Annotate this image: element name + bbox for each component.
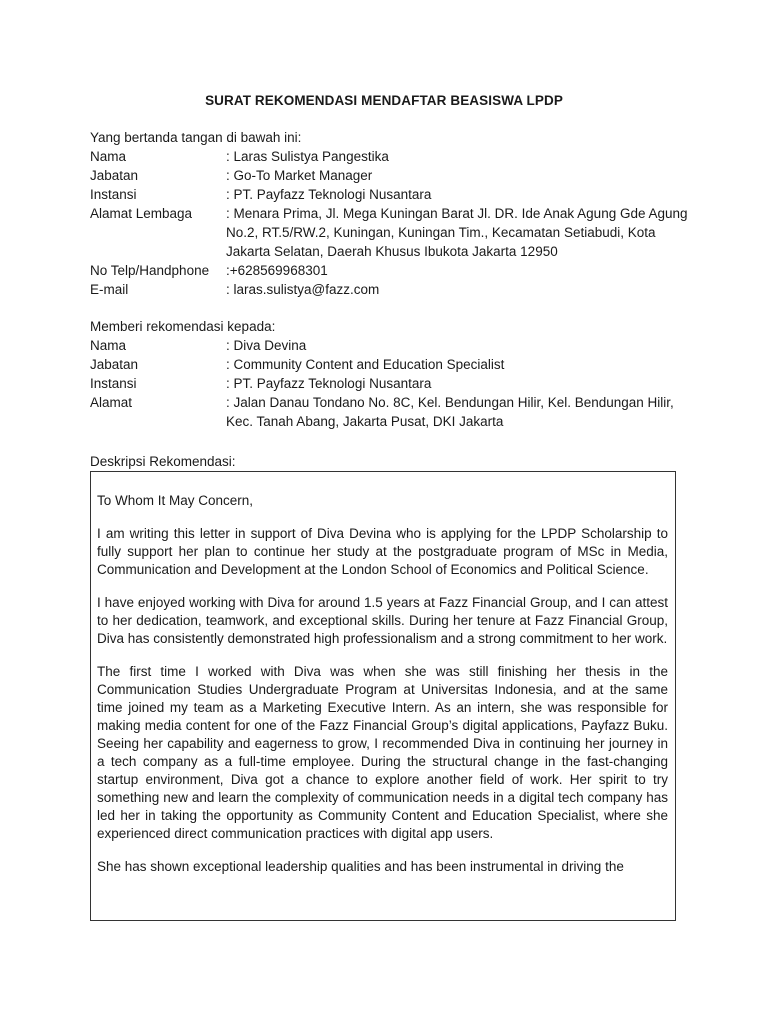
- description-body: [97, 492, 668, 891]
- description-label: Deskripsi Rekomendasi:: [90, 454, 236, 469]
- field-label: Nama: [90, 338, 127, 353]
- field-row: [90, 204, 690, 261]
- field-row: [90, 280, 690, 299]
- description-box: [90, 471, 676, 921]
- field-row: [90, 185, 690, 204]
- letter-paragraph: I have enjoyed working with Diva for around 1.5 years at Fazz Financial Group, and I can attest to her dedication, teamwork, and exceptional skills. During her tenure at Fazz Financial Group, Diva has consistently demonstrated high professionalism and a strong commitment to her work.: [97, 595, 668, 646]
- letter-paragraph: She has shown exceptional leadership qualities and has been instrumental in driving the: [97, 859, 624, 874]
- letter-paragraph: The first time I worked with Diva was when she was still finishing her thesis in the Communication Studies Undergraduate Program at Universitas Indonesia, and at the same time joined my team as a Marketing Executive Intern. As an intern, she was responsible for making media content for one of the Fazz Financial Group’s digital applications, Payfazz Buku. Seeing her capability and eagerness to grow, I recommended Diva in continuing her journey in a tech company as a full-time employee. During the structural change in the fast-changing startup environment, Diva got a chance to explore another field of work. Her spirit to try something new and learn the complexity of communication needs in a digital tech company has led her in taking the opportunity as Community Content and Education Specialist, where she experienced direct communication practices with digital app users.: [97, 664, 668, 841]
- field-label: Jabatan: [90, 168, 139, 183]
- field-row: [90, 147, 690, 166]
- field-row: [90, 336, 690, 355]
- description-section: [90, 452, 690, 471]
- field-value: : Diva Devina: [226, 338, 307, 353]
- field-label: Alamat: [90, 395, 133, 410]
- field-label: Jabatan: [90, 357, 139, 372]
- recommendee-section: [90, 317, 690, 431]
- recommendee-intro: Memberi rekomendasi kepada:: [90, 319, 276, 334]
- field-label: Nama: [90, 149, 127, 164]
- letter-greeting: To Whom It May Concern,: [97, 493, 254, 508]
- field-row: [90, 261, 690, 280]
- field-value: : PT. Payfazz Teknologi Nusantara: [226, 376, 432, 391]
- field-value: : Jalan Danau Tondano No. 8C, Kel. Bendungan Hilir, Kel. Bendungan Hilir, Kec. Tanah Abang, Jakarta Pusat, DKI Jakarta: [226, 395, 674, 429]
- field-value: : Community Content and Education Specialist: [226, 357, 505, 372]
- field-row: [90, 374, 690, 393]
- field-row: [90, 166, 690, 185]
- field-value: : Menara Prima, Jl. Mega Kuningan Barat Jl. DR. Ide Anak Agung Gde Agung No.2, RT.5/RW.2, Kuningan, Kuningan Tim., Kecamatan Setiabudi, Kota Jakarta Selatan, Daerah Khusus Ibukota Jakarta 12950: [226, 206, 688, 259]
- field-label: Instansi: [90, 187, 137, 202]
- field-label: Instansi: [90, 376, 137, 391]
- field-row: [90, 355, 690, 374]
- field-value: : PT. Payfazz Teknologi Nusantara: [226, 187, 432, 202]
- field-label: Alamat Lembaga: [90, 206, 193, 221]
- recommender-intro: Yang bertanda tangan di bawah ini:: [90, 130, 302, 145]
- field-label: No Telp/Handphone: [90, 263, 210, 278]
- field-value: :+628569968301: [226, 263, 328, 278]
- field-value: : Go-To Market Manager: [226, 168, 373, 183]
- letter-title: SURAT REKOMENDASI MENDAFTAR BEASISWA LPDP: [205, 93, 563, 108]
- field-value: : Laras Sulistya Pangestika: [226, 149, 389, 164]
- field-value: : laras.sulistya@fazz.com: [226, 282, 380, 297]
- letter-paragraph: I am writing this letter in support of Diva Devina who is applying for the LPDP Scholarship to fully support her plan to continue her study at the postgraduate program of MSc in Media, Communication and Development at the London School of Economics and Political Science.: [97, 526, 668, 577]
- recommender-section: [90, 128, 690, 299]
- field-label: E-mail: [90, 282, 129, 297]
- field-row: [90, 393, 690, 431]
